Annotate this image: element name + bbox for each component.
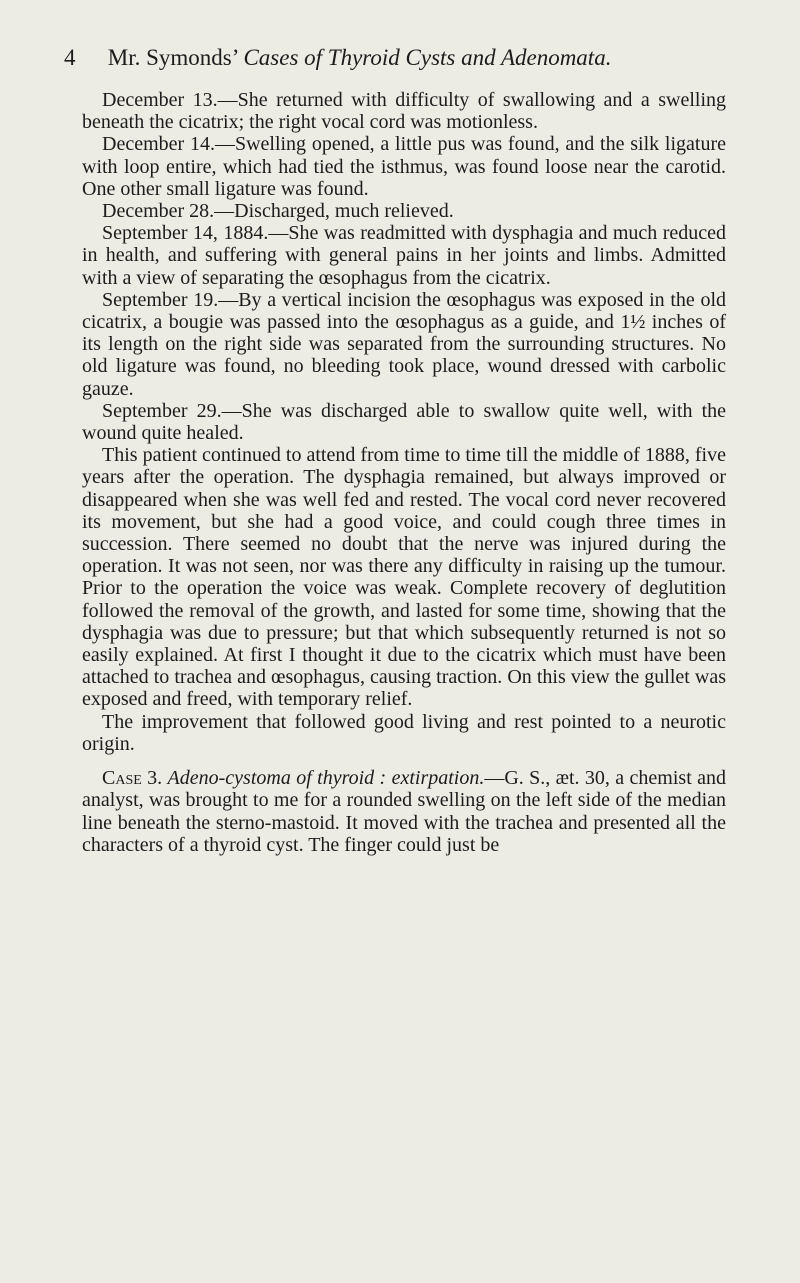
- paragraph-sep-14: September 14, 1884.—She was readmitted with dysphagia and much reduced in health, and suffering with general pains in her joints and limbs. Admitted with a view of separating the œsophagus from the cicatrix.: [82, 222, 726, 289]
- running-header: [64, 44, 736, 72]
- paragraph-improvement: The improvement that followed good living and rest pointed to a neurotic origin.: [82, 710, 726, 755]
- case-text: —G. S., æt. 30, a chemist and analyst, was brought to me for a rounded swelling on the left side of the median line beneath the sterno-mastoid. It moved with the trachea and presented all the characters of a thyroid cyst. The finger could just be: [82, 767, 726, 856]
- paragraph-sep-19: September 19.—By a vertical incision the œsophagus was exposed in the old cicatrix, a bougie was passed into the œsophagus as a guide, and 1½ inches of its length on the right side was separated from the surrounding structures. No old ligature was found, no bleeding took place, wound dressed with carbolic gauze.: [82, 288, 726, 400]
- case-label: Case 3.: [102, 767, 163, 790]
- page-number: 4: [64, 45, 76, 70]
- paragraph-dec-14: December 14.—Swelling opened, a little pus was found, and the silk ligature with loop entire, which had tied the isthmus, was found loose near the carotid. One other small ligature was found.: [82, 133, 726, 200]
- case-title: Adeno-cystoma of thyroid : extirpation.: [167, 767, 485, 790]
- header-author: Mr. Symonds’: [107, 45, 238, 70]
- paragraph-case-3: [82, 767, 726, 856]
- paragraph-sep-29: September 29.—She was discharged able to swallow quite well, with the wound quite healed.: [82, 399, 726, 445]
- header-title: Cases of Thyroid Cysts and Adenomata.: [243, 45, 612, 70]
- paragraph-follow-up: This patient continued to attend from time to time till the middle of 1888, five years after the operation. The dysphagia remained, but always improved or disappeared when she was well fed and rested. The vocal cord never recovered its movement, but she had a good voice, and could cough three times in succession. There seemed no doubt that the nerve was injured during the operation. It was not seen, nor was there any difficulty in raising up the tumour. Prior to the operation the voice was weak. Complete recovery of deglutition followed the removal of the growth, and lasted for some time, showing that the dysphagia was due to pressure; but that which subsequently returned is not so easily explained. At first I thought it due to the cicatrix which must have been attached to trachea and œsophagus, causing traction. On this view the gullet was exposed and freed, with temporary relief.: [82, 444, 726, 711]
- paragraph-dec-28: December 28.—Discharged, much relieved.: [102, 200, 454, 223]
- body-text: [82, 89, 726, 856]
- paragraph-dec-13: December 13.—She returned with difficulty of swallowing and a swelling beneath the cicatrix; the right vocal cord was motionless.: [82, 89, 726, 134]
